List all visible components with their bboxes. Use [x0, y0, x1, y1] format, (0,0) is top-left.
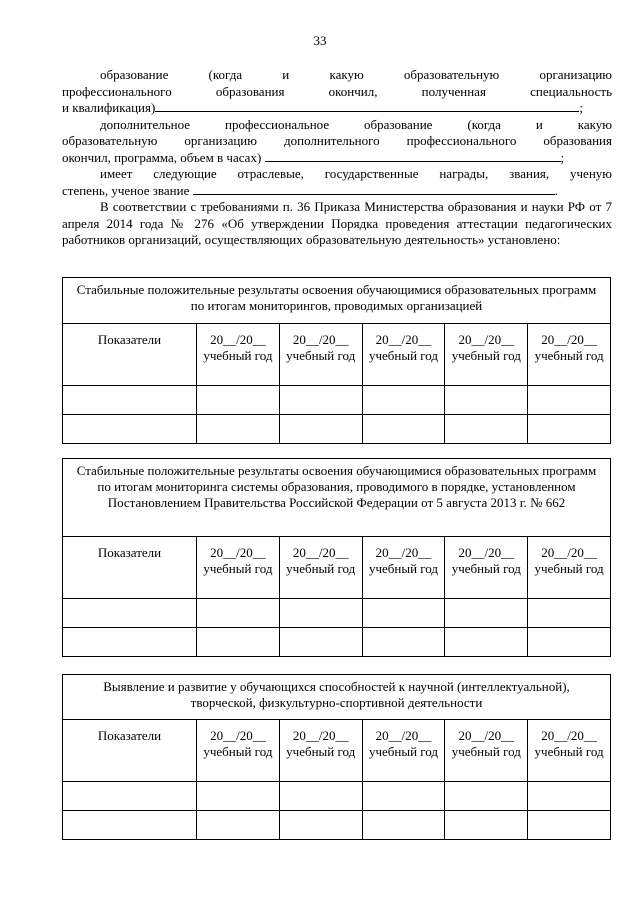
table-cell[interactable] [197, 386, 280, 415]
table-cell[interactable] [63, 628, 197, 657]
paragraph-additional-line3 [62, 150, 612, 167]
year-header: 20__/20__ учебный год [445, 324, 528, 386]
table-cell[interactable] [362, 811, 445, 840]
additional-end-mark: ; [560, 149, 565, 165]
paragraph-education-line3 [62, 100, 612, 117]
table-cell[interactable] [362, 782, 445, 811]
table-cell[interactable] [197, 628, 280, 657]
awards-fill-line [193, 183, 555, 195]
table-cell[interactable] [279, 628, 362, 657]
paragraph-additional-line1: дополнительное профессиональное образование (когда и какую [100, 116, 612, 132]
table-cell[interactable] [362, 628, 445, 657]
table-title: Выявление и развитие у обучающихся способностей к научной (интеллектуальной), творческой, физкультурно-спортивной деятельности [63, 675, 611, 720]
table-cell[interactable] [279, 599, 362, 628]
paragraph-awards-line1: имеет следующие отраслевые, государственные награды, звания, ученую [100, 166, 612, 181]
table-row [63, 386, 611, 415]
additional-fill-line [265, 150, 561, 162]
table-cell[interactable] [445, 628, 528, 657]
table-cell[interactable] [528, 386, 611, 415]
table-cell[interactable] [362, 386, 445, 415]
year-header: 20__/20__ учебный год [279, 324, 362, 386]
results-table-monitoring-system [62, 458, 611, 657]
year-header: 20__/20__ учебный год [362, 324, 445, 386]
paragraph-awards-line2 [62, 183, 612, 200]
indicators-header: Показатели [63, 537, 197, 599]
table-row [63, 811, 611, 840]
paragraph-order-reference: В соответствии с требованиями п. 36 Приказа Министерства образования и науки РФ от 7 апреля 2014 года № 276 «Об утверждении Порядка проведения аттестации педагогических работников организаций, осуществляющих образовательную деятельность» установлено: [62, 199, 612, 247]
table-cell[interactable] [197, 811, 280, 840]
table-cell[interactable] [528, 811, 611, 840]
table-cell[interactable] [445, 811, 528, 840]
table-title: Стабильные положительные результаты освоения обучающимися образовательных программ по итогам мониторинга системы образования, проводимого в порядке, установленном Постановлением Правительства Российской Федерации от 5 августа 2013 г. № 662 [63, 459, 611, 537]
program-label: окончил, программа, объем в часах) [62, 149, 262, 165]
table-cell[interactable] [445, 386, 528, 415]
table-cell[interactable] [197, 599, 280, 628]
education-end-mark: ; [579, 100, 583, 115]
year-header: 20__/20__ учебный год [445, 720, 528, 782]
table-cell[interactable] [528, 782, 611, 811]
table-row [63, 782, 611, 811]
table-cell[interactable] [528, 599, 611, 628]
table-cell[interactable] [279, 811, 362, 840]
table-cell[interactable] [528, 415, 611, 444]
table-row [63, 415, 611, 444]
table-cell[interactable] [362, 415, 445, 444]
degree-label: степень, ученое звание [62, 182, 190, 198]
table-cell[interactable] [63, 599, 197, 628]
table-cell[interactable] [279, 386, 362, 415]
document-body [62, 67, 612, 249]
results-table-organization [62, 277, 611, 444]
table-cell[interactable] [528, 628, 611, 657]
table-cell[interactable] [197, 782, 280, 811]
indicators-header: Показатели [63, 324, 197, 386]
table-cell[interactable] [445, 415, 528, 444]
table-cell[interactable] [445, 599, 528, 628]
year-header: 20__/20__ учебный год [279, 720, 362, 782]
table-cell[interactable] [63, 386, 197, 415]
education-fill-line [155, 100, 579, 112]
year-header: 20__/20__ учебный год [528, 324, 611, 386]
year-header: 20__/20__ учебный год [528, 720, 611, 782]
table-cell[interactable] [279, 415, 362, 444]
year-header: 20__/20__ учебный год [197, 720, 280, 782]
indicators-header: Показатели [63, 720, 197, 782]
year-header: 20__/20__ учебный год [362, 537, 445, 599]
table-title: Стабильные положительные результаты освоения обучающимися образовательных программ по итогам мониторингов, проводимых организацией [63, 278, 611, 324]
table-cell[interactable] [197, 415, 280, 444]
paragraph-education-line1: образование (когда и какую образовательную организацию [100, 67, 612, 82]
year-header: 20__/20__ учебный год [197, 324, 280, 386]
year-header: 20__/20__ учебный год [445, 537, 528, 599]
table-cell[interactable] [445, 782, 528, 811]
qualification-label: и квалификация) [62, 100, 156, 115]
table-cell[interactable] [63, 782, 197, 811]
table-row [63, 628, 611, 657]
abilities-development-table [62, 674, 611, 840]
year-header: 20__/20__ учебный год [362, 720, 445, 782]
table-row [63, 599, 611, 628]
year-header: 20__/20__ учебный год [528, 537, 611, 599]
table-cell[interactable] [63, 415, 197, 444]
year-header: 20__/20__ учебный год [197, 537, 280, 599]
table-cell[interactable] [362, 599, 445, 628]
year-header: 20__/20__ учебный год [279, 537, 362, 599]
paragraph-education-line2: профессионального образования окончил, полученная специальность [62, 83, 612, 99]
paragraph-additional-line2: образовательную организацию дополнительного профессионального образования [62, 133, 612, 148]
table-cell[interactable] [279, 782, 362, 811]
page-number: 33 [313, 33, 327, 48]
table-cell[interactable] [63, 811, 197, 840]
awards-end-mark: . [554, 182, 558, 198]
